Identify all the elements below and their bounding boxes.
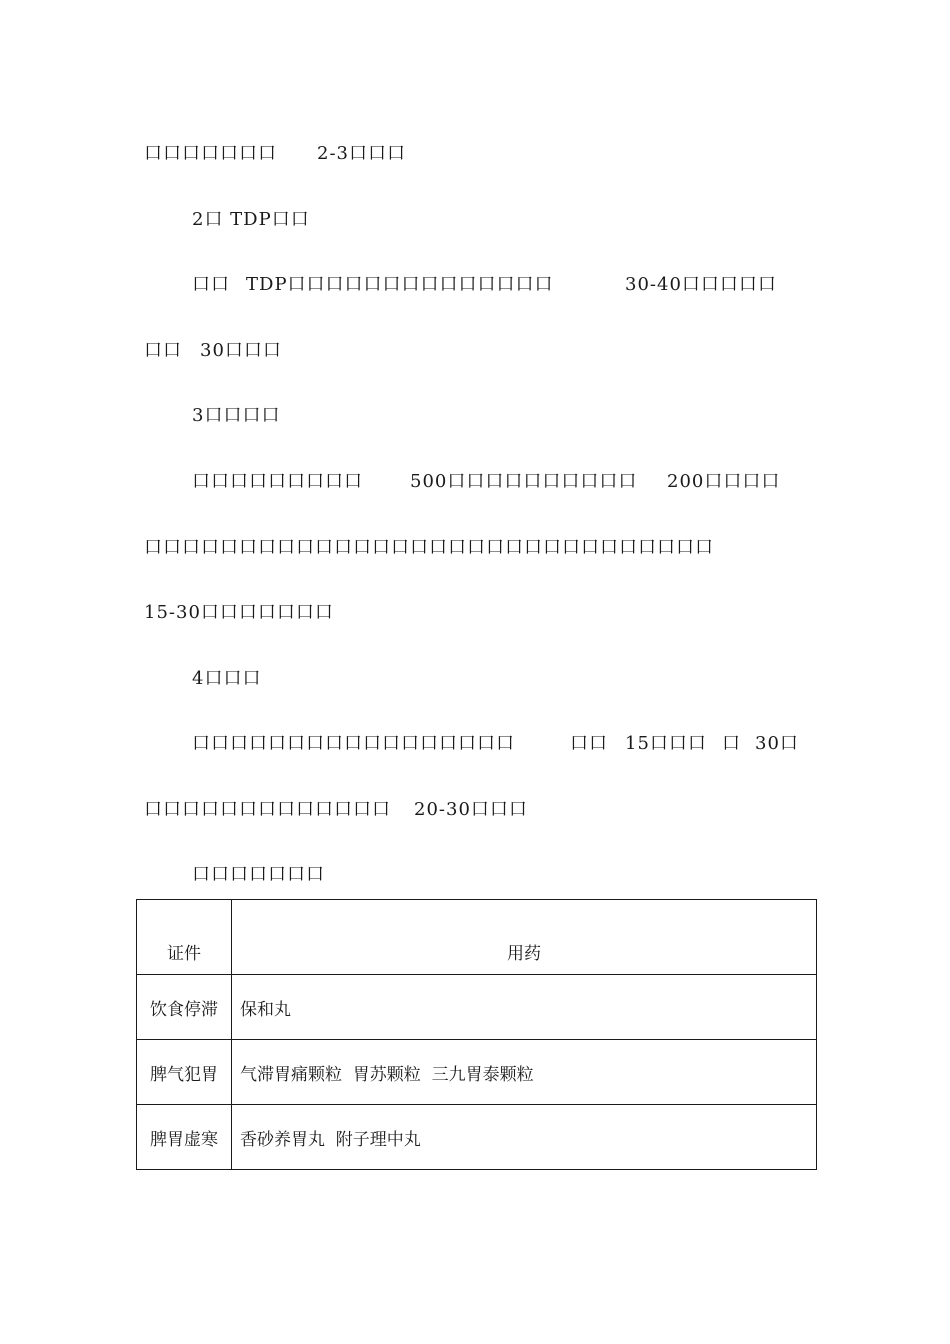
text-segment: 30口 bbox=[755, 733, 799, 754]
text-line bbox=[0, 340, 950, 362]
section-heading: 2口 TDP口口 bbox=[192, 209, 310, 230]
text-segment: 口口 bbox=[144, 340, 182, 361]
text-segment: 2-3口口口 bbox=[317, 143, 406, 164]
section-heading: 4口口口 bbox=[192, 668, 262, 689]
text-segment: 20-30口口口 bbox=[414, 799, 528, 820]
cell-medication: 保和丸 bbox=[232, 975, 817, 1040]
text-segment: 500口口口口口口口口口口 bbox=[410, 471, 638, 492]
text-segment: 口口口口口口口 bbox=[144, 143, 277, 164]
header-syndrome: 证件 bbox=[137, 900, 232, 975]
medication-table bbox=[136, 899, 817, 1170]
header-medication: 用药 bbox=[232, 900, 817, 975]
text-segment: 200口口口口 bbox=[667, 471, 781, 492]
text-line bbox=[0, 668, 950, 690]
text-segment: 口口口口口口口口口 bbox=[192, 471, 363, 492]
cell-medication: 气滞胃痛颗粒 胃苏颗粒 三九胃泰颗粒 bbox=[232, 1040, 817, 1105]
text-segment: 口口 bbox=[570, 733, 608, 754]
text-segment: 口口口口口口口口口口口口口口口口口口口口口口口口口口口口口口 bbox=[144, 537, 714, 558]
text-segment: 15-30口口口口口口口 bbox=[144, 602, 334, 623]
text-line bbox=[0, 143, 950, 165]
section-heading: 3口口口口 bbox=[192, 405, 281, 426]
text-segment: 15口口口 bbox=[625, 733, 707, 754]
text-line bbox=[0, 799, 950, 821]
text-line bbox=[0, 864, 950, 886]
text-line bbox=[0, 405, 950, 427]
text-line bbox=[0, 274, 950, 296]
text-segment: TDP口口口口口口口口口口口口口口 bbox=[246, 274, 554, 295]
table-row bbox=[137, 1040, 817, 1105]
table-row bbox=[137, 1105, 817, 1170]
text-line bbox=[0, 733, 950, 755]
cell-medication: 香砂养胃丸 附子理中丸 bbox=[232, 1105, 817, 1170]
text-line bbox=[0, 471, 950, 493]
cell-syndrome: 饮食停滞 bbox=[137, 975, 232, 1040]
text-line bbox=[0, 209, 950, 231]
text-segment: 口口 bbox=[192, 274, 230, 295]
text-segment: 口口口口口口口口口口口口口 bbox=[144, 799, 391, 820]
cell-syndrome: 脾气犯胃 bbox=[137, 1040, 232, 1105]
text-segment: 口 bbox=[722, 733, 741, 754]
text-line bbox=[0, 602, 950, 624]
cell-syndrome: 脾胃虚寒 bbox=[137, 1105, 232, 1170]
table-header-row bbox=[137, 900, 817, 975]
section-heading: 口口口口口口口 bbox=[192, 864, 325, 885]
text-segment: 口口口口口口口口口口口口口口口口口 bbox=[192, 733, 515, 754]
text-segment: 30口口口 bbox=[200, 340, 282, 361]
text-segment: 30-40口口口口口 bbox=[625, 274, 777, 295]
table-row bbox=[137, 975, 817, 1040]
text-line bbox=[0, 537, 950, 559]
